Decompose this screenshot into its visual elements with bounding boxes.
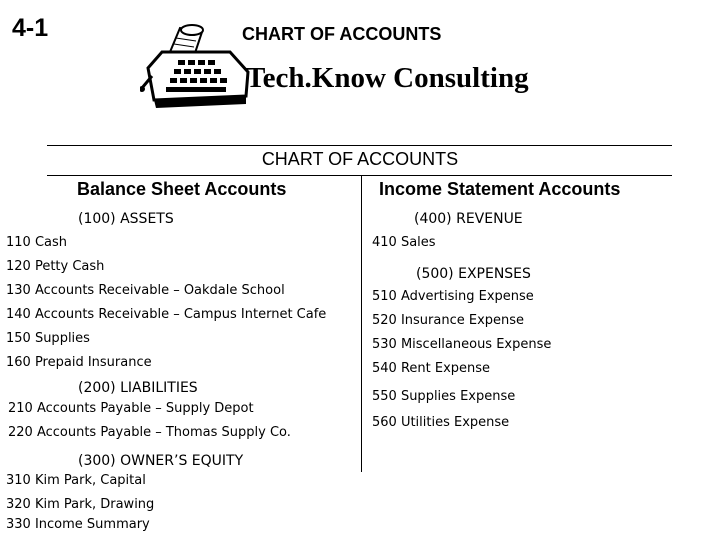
account-row: 320 Kim Park, Drawing (6, 497, 155, 512)
account-row: 210 Accounts Payable – Supply Depot (8, 401, 254, 416)
table-top-rule (47, 145, 672, 146)
account-row: 220 Accounts Payable – Thomas Supply Co. (8, 425, 291, 440)
account-row: 530 Miscellaneous Expense (372, 337, 552, 352)
top-title: CHART OF ACCOUNTS (242, 24, 442, 44)
account-row: 550 Supplies Expense (372, 389, 516, 404)
slide-number: 4-1 (12, 14, 49, 42)
balance-sheet-heading: Balance Sheet Accounts (77, 179, 287, 199)
expenses-section-label: (500) EXPENSES (416, 266, 531, 282)
account-row: 140 Accounts Receivable – Campus Internet Cafe (6, 307, 327, 322)
account-row: 130 Accounts Receivable – Oakdale School (6, 283, 285, 298)
table-title: CHART OF ACCOUNTS (261, 149, 459, 169)
account-row: 120 Petty Cash (6, 259, 105, 274)
account-row: 410 Sales (372, 235, 436, 250)
equity-section-label: (300) OWNER’S EQUITY (78, 453, 244, 469)
revenue-section-label: (400) REVENUE (414, 211, 523, 227)
liabilities-section-label: (200) LIABILITIES (78, 380, 198, 396)
account-row: 160 Prepaid Insurance (6, 355, 152, 370)
assets-section-label: (100) ASSETS (78, 211, 174, 227)
account-row: 510 Advertising Expense (372, 289, 534, 304)
account-row: 520 Insurance Expense (372, 313, 525, 328)
account-row: 110 Cash (6, 235, 68, 250)
income-statement-heading: Income Statement Accounts (379, 179, 621, 199)
header-rule (47, 175, 672, 176)
column-divider (361, 176, 362, 472)
account-row: 150 Supplies (6, 331, 90, 346)
company-name: Tech.Know Consulting (246, 62, 529, 94)
account-row: 560 Utilities Expense (372, 415, 510, 430)
account-row: 310 Kim Park, Capital (6, 473, 146, 488)
account-row: 540 Rent Expense (372, 361, 491, 376)
account-row: 330 Income Summary (6, 517, 150, 532)
adding-machine-icon (140, 22, 258, 112)
